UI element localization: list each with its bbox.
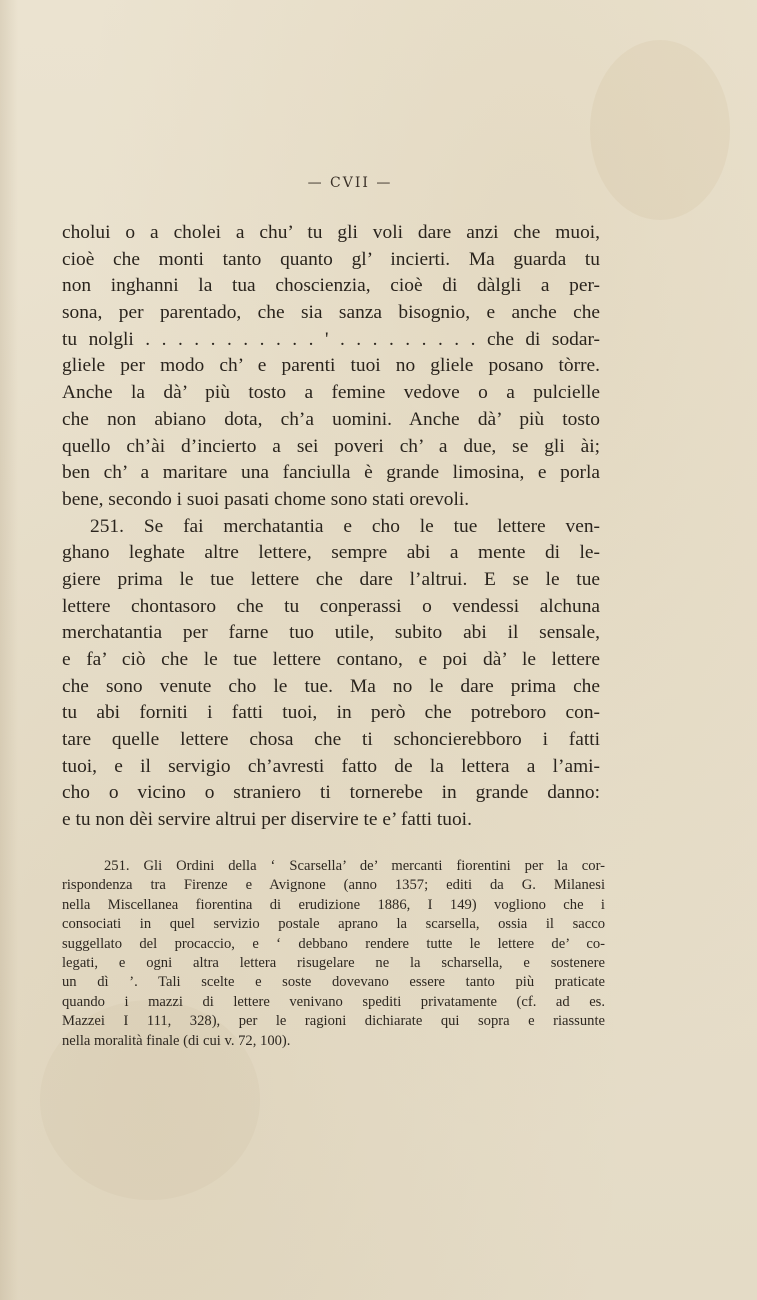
text-line: quello ch’ài d’incierto a sei poveri ch’ a due, se gli ài; xyxy=(62,435,600,457)
text-line: lettere chontasoro che tu conperassi o vendessi alchuna xyxy=(62,595,600,617)
footnote xyxy=(62,857,605,1051)
text-line: merchatantia per farne tuo utile, subito abi il sensale, xyxy=(62,622,600,644)
main-text xyxy=(62,220,600,834)
text-line: e tu non dèi servire altrui per diservire te e’ fatti tuoi. xyxy=(62,809,472,831)
footnote-line: nella Miscellanea fiorentina di erudizione 1886, I 149) vogliono che i xyxy=(62,896,605,913)
text-line: tare quelle lettere chosa che ti schoncierebboro i fatti xyxy=(62,729,600,751)
paragraph-start-line: 251. Se fai merchatantia e cho le tue lettere ven- xyxy=(90,515,600,537)
footnote-line: legati, e ogni altra lettera risugelare ne la scharsella, e sostenere xyxy=(62,954,605,971)
text-line: tuoi, e il servigio ch’avresti fatto de la lettera a l’ami- xyxy=(62,755,600,777)
text-line: che sono venute cho le tue. Ma no le dare prima che xyxy=(62,675,600,697)
text-line: che non abiano dota, ch’a uomini. Anche dà’ più tosto xyxy=(62,408,600,430)
text-line: e fa’ ciò che le tue lettere contano, e poi dà’ le lettere xyxy=(62,649,600,670)
text-line: bene, secondo i suoi pasati chome sono stati orevoli. xyxy=(62,488,470,510)
running-head: — CVII — xyxy=(307,175,393,191)
footnote-line: 251. Gli Ordini della ‘ Scarsella’ de’ mercanti fiorentini per la cor- xyxy=(104,858,605,874)
text-line: Anche la dà’ più tosto a femine vedove o a pulcielle xyxy=(62,382,600,404)
footnote-line: rispondenza tra Firenze e Avignone (anno 1357; editi da G. Milanesi xyxy=(62,877,605,894)
text-line: tu nolgli . . . . . . . . . . . ' . . . . . . . . . che di sodar- xyxy=(62,328,600,350)
text-line: ghano leghate altre lettere, sempre abi a mente di le- xyxy=(62,542,600,564)
footnote-line: suggellato del procaccio, e ‘ debbano rendere tutte le lettere de’ co- xyxy=(62,935,605,952)
text-line: giere prima le tue lettere che dare l’altrui. E se le tue xyxy=(62,568,600,590)
footnote-line: un dì ’. Tali scelte e soste dovevano essere tanto più praticate xyxy=(62,974,605,991)
footnote-line: consociati in quel servizio postale aprano la scarsella, ossia il sacco xyxy=(62,916,605,933)
text-line: sona, per parentado, che sia sanza bisognio, e anche che xyxy=(62,302,600,324)
text-line: gliele per modo ch’ e parenti tuoi no gliele posano tòrre. xyxy=(62,355,600,377)
text-line: cho o vicino o straniero ti tornerebe in grande danno: xyxy=(62,782,600,804)
text-line: cioè che monti tanto quanto gl’ incierti. Ma guarda tu xyxy=(62,248,600,270)
text-line: cholui o a cholei a chu’ tu gli voli dare anzi che muoi, xyxy=(62,222,600,243)
footnote-line: Mazzei I 111, 328), per le ragioni dichiarate qui sopra e riassunte xyxy=(62,1013,605,1030)
text-line: non inghanni la tua choscienzia, cioè di dàlgli a per- xyxy=(62,275,600,297)
paper-stain xyxy=(590,40,730,220)
text-line: ben ch’ a maritare una fanciulla è grande limosina, e porla xyxy=(62,462,600,484)
footnote-line: quando i mazzi di lettere venivano spediti privatamente (cf. ad es. xyxy=(62,993,605,1010)
text-line: tu abi forniti i fatti tuoi, in però che potreboro con- xyxy=(62,702,600,724)
footnote-line: nella moralità finale (di cui v. 72, 100). xyxy=(62,1032,291,1049)
